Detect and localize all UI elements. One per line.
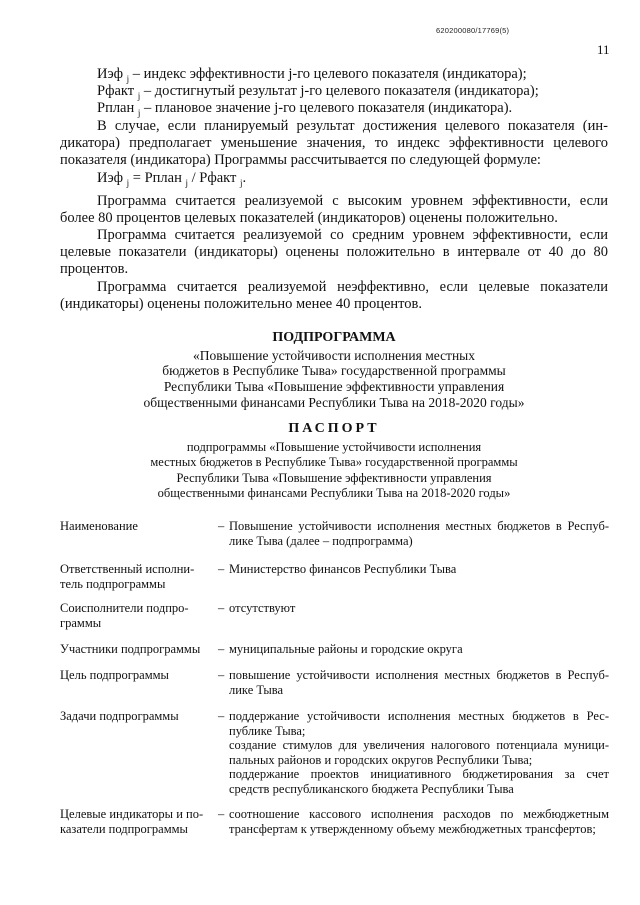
- row-value: соотношение кассового исполнения расходов по межбюджетным трансфертам к утвержденному объему межбюджетных трансфертов;: [229, 807, 609, 836]
- page-number: 11: [597, 42, 610, 57]
- passport-subtitle-line: местных бюджетов в Республике Тыва» государственной программы: [150, 455, 518, 469]
- formula: Иэф $_j$ = Рплан $_j$ / Рфакт $_j$.: [97, 170, 247, 188]
- passport-subtitle-line: подпрограммы «Повышение устойчивости исполнения: [186, 440, 482, 454]
- row-label: Наименование: [60, 519, 138, 533]
- high-efficiency-line: Программа считается реализуемой с высоким уровнем эффективности, если: [97, 193, 608, 209]
- row-value: повышение устойчивости исполнения местных бюджетов в Респуб- лике Тыва: [229, 668, 609, 697]
- passport-subtitle-line: общественными финансами Республики Тыва на 2018-2020 годы»: [157, 486, 511, 500]
- row-label: Ответственный исполни- тель подпрограммы: [60, 562, 195, 591]
- case-paragraph-line: показателя (индикатора) Программы рассчитывается по следующей формуле:: [60, 152, 541, 168]
- row-label: Участники подпрограммы: [60, 642, 201, 656]
- row-dash: –: [218, 709, 225, 723]
- subprogram-name-line: общественными финансами Республики Тыва на 2018-2020 годы»: [143, 395, 525, 410]
- subprogram-name-line: Республики Тыва «Повышение эффективности управления: [163, 379, 505, 394]
- low-efficiency-line: (индикаторы) оценены положительно менее 40 процентов.: [60, 296, 423, 312]
- case-paragraph-line: дикатора) предполагает уменьшение значения, то индекс эффективности целевого: [60, 135, 608, 151]
- row-dash: –: [218, 519, 225, 533]
- definition-rplan: Рплан $_j$ – плановое значение j-го целевого показателя (индикатора).: [97, 100, 513, 118]
- subprogram-title: ПОДПРОГРАММА: [272, 330, 396, 345]
- row-dash: –: [218, 601, 225, 615]
- row-value: Министерство финансов Республики Тыва: [229, 562, 457, 576]
- row-label: Цель подпрограммы: [60, 668, 169, 682]
- row-dash: –: [218, 562, 225, 576]
- definition-rfakt: Pфакт $_j$ – достигнутый результат j-го целевого показателя (индикатора);: [97, 83, 539, 101]
- subprogram-name-line: «Повышение устойчивости исполнения местных: [192, 348, 476, 363]
- high-efficiency-line: более 80 процентов целевых показателей (индикаторов) оценены положительно.: [60, 210, 558, 226]
- row-label: Целевые индикаторы и по- казатели подпрограммы: [60, 807, 204, 836]
- row-dash: –: [218, 807, 225, 821]
- row-value: поддержание устойчивости исполнения местных бюджетов в Рес- публике Тыва; создание стимулов для увеличения налогового потенциала муници- пальных районов и городских округов Республики Тыва; поддержание проектов инициативного бюджетирования за счет средств республиканского бюджета Республики Тыва: [229, 709, 609, 796]
- document-id: 620200080/17769(5): [436, 26, 510, 35]
- row-label: Задачи подпрограммы: [60, 709, 179, 723]
- row-value: Повышение устойчивости исполнения местных бюджетов в Респуб- лике Тыва (далее – подпрограмма): [229, 519, 609, 548]
- case-paragraph-line: В случае, если планируемый результат достижения целевого показателя (ин-: [97, 118, 608, 134]
- passport-title: ПАСПОРТ: [288, 421, 380, 436]
- low-efficiency-line: Программа считается реализуемой неэффективно, если целевые показатели: [97, 279, 608, 295]
- mid-efficiency-line: целевые показатели (индикаторы) оценены положительно в интервале от 40 до 80: [60, 244, 608, 260]
- mid-efficiency-line: процентов.: [60, 261, 129, 277]
- row-dash: –: [218, 642, 225, 656]
- passport-subtitle-line: Республики Тыва «Повышение эффективности управления: [176, 471, 492, 485]
- row-value: отсутствуют: [229, 601, 296, 615]
- mid-efficiency-line: Программа считается реализуемой со средним уровнем эффективности, если: [97, 227, 608, 243]
- row-label: Соисполнители подпро- граммы: [60, 601, 189, 630]
- definition-ief: Иэф $_j$ – индекс эффективности j-го целевого показателя (индикатора);: [97, 66, 527, 84]
- row-value: муниципальные районы и городские округа: [229, 642, 463, 656]
- subprogram-name-line: бюджетов в Республике Тыва» государственной программы: [162, 363, 506, 378]
- row-dash: –: [218, 668, 225, 682]
